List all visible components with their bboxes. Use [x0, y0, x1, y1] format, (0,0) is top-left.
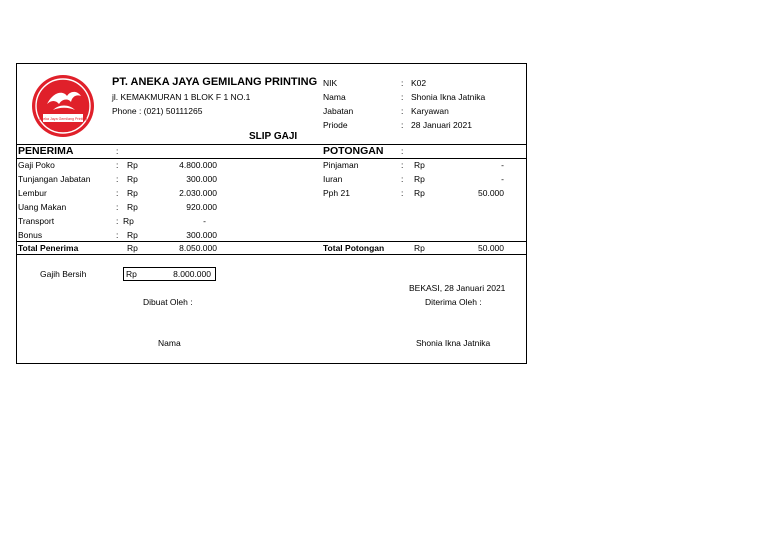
penerima-item-sep: :: [116, 160, 119, 170]
penerima-item-label: Uang Makan: [18, 202, 67, 212]
potongan-item-amount: 50.000: [478, 188, 504, 198]
penerima-item-label: Tunjangan Jabatan: [18, 174, 91, 184]
nama-value: Shonia Ikna Jatnika: [411, 92, 486, 102]
penerima-item-label: Transport: [18, 216, 55, 226]
nik-sep: :: [401, 78, 404, 88]
gaji-bersih-amount: 8.000.000: [173, 269, 211, 279]
company-address: jl. KEMAKMURAN 1 BLOK F 1 NO.1: [112, 92, 251, 102]
gaji-bersih-box: [123, 267, 216, 281]
company-phone: Phone : (021) 50111265: [112, 106, 203, 116]
potongan-item-currency: Rp: [414, 160, 425, 170]
potongan-item-sep: :: [401, 188, 404, 198]
penerima-item-sep: :: [116, 216, 119, 226]
penerima-item-amount: 2.030.000: [179, 188, 217, 198]
potongan-heading: POTONGAN: [323, 145, 384, 157]
penerima-item-sep: :: [116, 202, 119, 212]
penerima-item-currency: Rp: [127, 160, 138, 170]
nama-label: Nama: [323, 92, 346, 102]
jabatan-value: Karyawan: [411, 106, 449, 116]
potongan-item-currency: Rp: [414, 174, 425, 184]
total-penerima-label: Total Penerima: [18, 243, 79, 253]
nik-label: NIK: [323, 78, 338, 88]
potongan-heading-sep: :: [401, 146, 404, 156]
potongan-item-amount: -: [501, 174, 504, 184]
priode-value: 28 Januari 2021: [411, 120, 472, 130]
received-by-name: Shonia Ikna Jatnika: [416, 338, 491, 348]
penerima-item-amount: 300.000: [186, 174, 217, 184]
divider-total-bottom: [17, 254, 526, 255]
total-penerima-amount: 8.050.000: [179, 243, 217, 253]
company-name: PT. ANEKA JAYA GEMILANG PRINTING: [112, 76, 318, 88]
priode-sep: :: [401, 120, 404, 130]
potongan-item-label: Iuran: [323, 174, 343, 184]
total-penerima-currency: Rp: [127, 243, 138, 253]
nama-sep: :: [401, 92, 404, 102]
company-logo: [31, 74, 95, 138]
penerima-item-amount: 920.000: [186, 202, 217, 212]
penerima-item-label: Gaji Poko: [18, 160, 55, 170]
penerima-item-currency: Rp: [127, 202, 138, 212]
logo-text: Aneka Jaya Gemilang Printing: [38, 117, 88, 121]
salary-slip: [16, 63, 527, 364]
penerima-item-label: Lembur: [18, 188, 47, 198]
penerima-item-sep: :: [116, 230, 119, 240]
made-by-label: Dibuat Oleh :: [143, 297, 193, 307]
penerima-heading-sep: :: [116, 146, 119, 156]
place-date: BEKASI, 28 Januari 2021: [409, 283, 506, 293]
potongan-item-amount: -: [501, 160, 504, 170]
total-potongan-currency: Rp: [414, 243, 425, 253]
penerima-item-currency: Rp: [127, 174, 138, 184]
priode-label: Priode: [323, 120, 348, 130]
penerima-heading: PENERIMA: [18, 145, 74, 157]
divider-header: [17, 158, 526, 159]
penerima-item-amount: -: [203, 216, 206, 226]
potongan-item-label: Pinjaman: [323, 160, 359, 170]
total-potongan-label: Total Potongan: [323, 243, 385, 253]
made-by-name: Nama: [158, 338, 181, 348]
potongan-item-currency: Rp: [414, 188, 425, 198]
gaji-bersih-label: Gajih Bersih: [40, 269, 87, 279]
penerima-item-label: Bonus: [18, 230, 43, 240]
divider-total-top: [17, 241, 526, 242]
potongan-item-label: Pph 21: [323, 188, 350, 198]
penerima-item-sep: :: [116, 174, 119, 184]
gaji-bersih-currency: Rp: [126, 269, 137, 279]
potongan-item-sep: :: [401, 174, 404, 184]
total-potongan-amount: 50.000: [478, 243, 504, 253]
penerima-item-currency: Rp: [127, 188, 138, 198]
divider-top: [17, 144, 526, 145]
penerima-item-amount: 4.800.000: [179, 160, 217, 170]
penerima-item-sep: :: [116, 188, 119, 198]
penerima-item-amount: 300.000: [186, 230, 217, 240]
received-by-label: Diterima Oleh :: [425, 297, 482, 307]
jabatan-label: Jabatan: [323, 106, 354, 116]
penerima-item-currency: Rp: [127, 230, 138, 240]
penerima-item-currency: Rp: [123, 216, 134, 226]
nik-value: K02: [411, 78, 427, 88]
jabatan-sep: :: [401, 106, 404, 116]
potongan-item-sep: :: [401, 160, 404, 170]
slip-title: SLIP GAJI: [249, 131, 298, 142]
